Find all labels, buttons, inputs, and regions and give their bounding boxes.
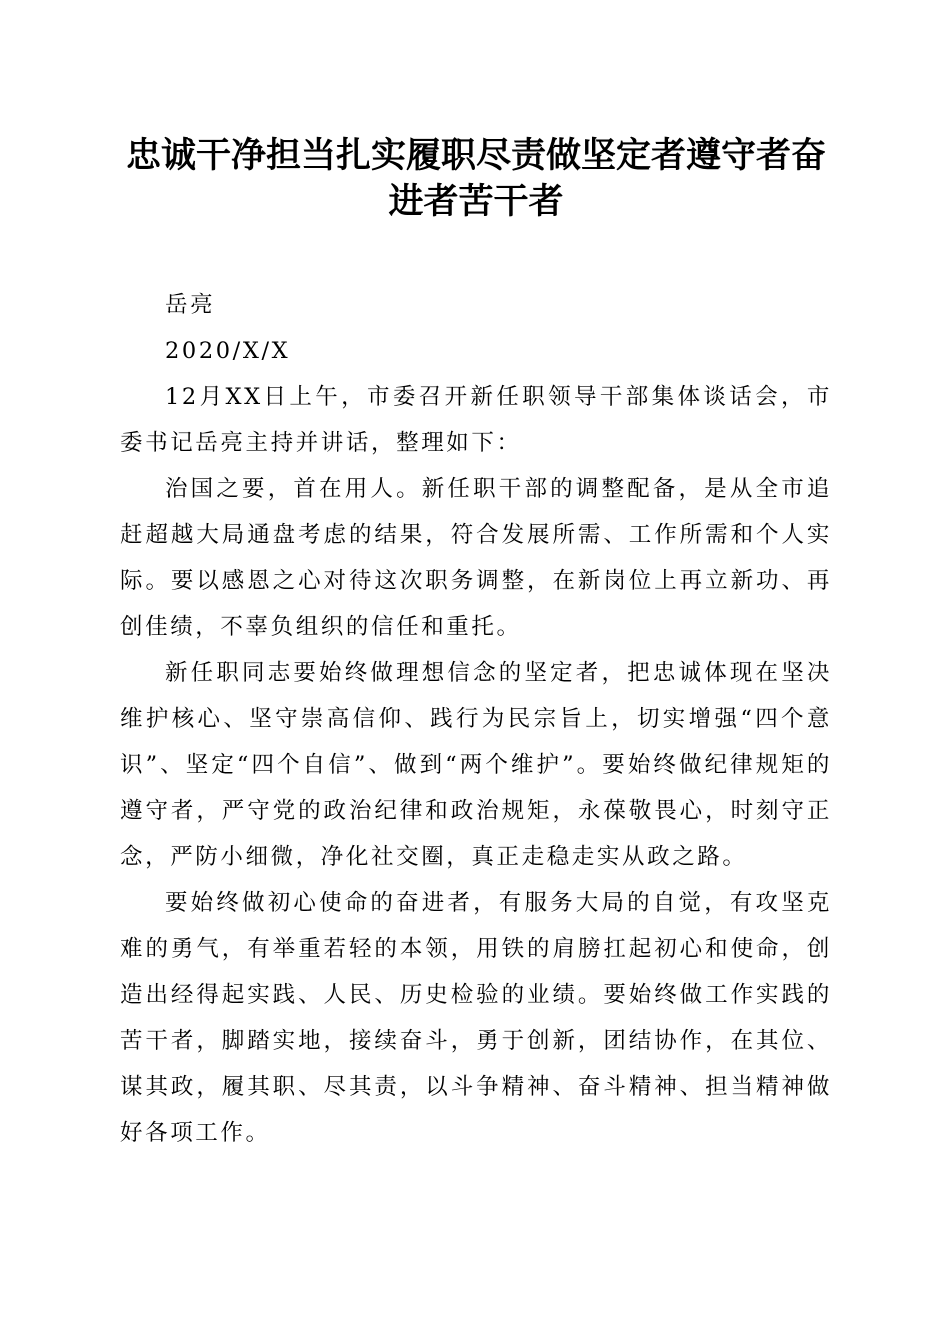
document-page (120, 0, 832, 1156)
paragraph: 新任职同志要始终做理想信念的坚定者，把忠诚体现在坚决维护核心、坚守崇高信仰、践行为民宗旨上，切实增强“四个意识”、坚定“四个自信”、做到“两个维护”。要始终做纪律规矩的遵守者，严守党的政治纪律和政治规矩，永葆敬畏心，时刻守正念，严防小细微，净化社交圈，真正走稳走实从政之路。 (120, 660, 832, 870)
paragraph: 12月XX日上午，市委召开新任职领导干部集体谈话会，市委书记岳亮主持并讲话，整理如下： (120, 384, 832, 456)
paragraph: 要始终做初心使命的奋进者，有服务大局的自觉，有攻坚克难的勇气，有举重若轻的本领，用铁的肩膀扛起初心和使命，创造出经得起实践、人民、历史检验的业绩。要始终做工作实践的苦干者，脚踏实地，接续奋斗，勇于创新，团结协作，在其位、谋其政，履其职、尽其责，以斗争精神、奋斗精神、担当精神做好各项工作。 (120, 890, 832, 1146)
paragraph: 治国之要，首在用人。新任职干部的调整配备，是从全市追赶超越大局通盘考虑的结果，符合发展所需、工作所需和个人实际。要以感恩之心对待这次职务调整，在新岗位上再立新功、再创佳绩，不辜负组织的信任和重托。 (120, 476, 832, 640)
title-line-1: 忠诚干净担当扎实履职尽责做坚定者遵守者奋 (125, 135, 826, 176)
author-name: 岳亮 (165, 292, 216, 318)
document-title (120, 133, 832, 225)
document-date: 2020/X/X (165, 338, 291, 364)
title-line-2: 进者苦干者 (388, 181, 564, 222)
document-body (120, 282, 832, 1156)
